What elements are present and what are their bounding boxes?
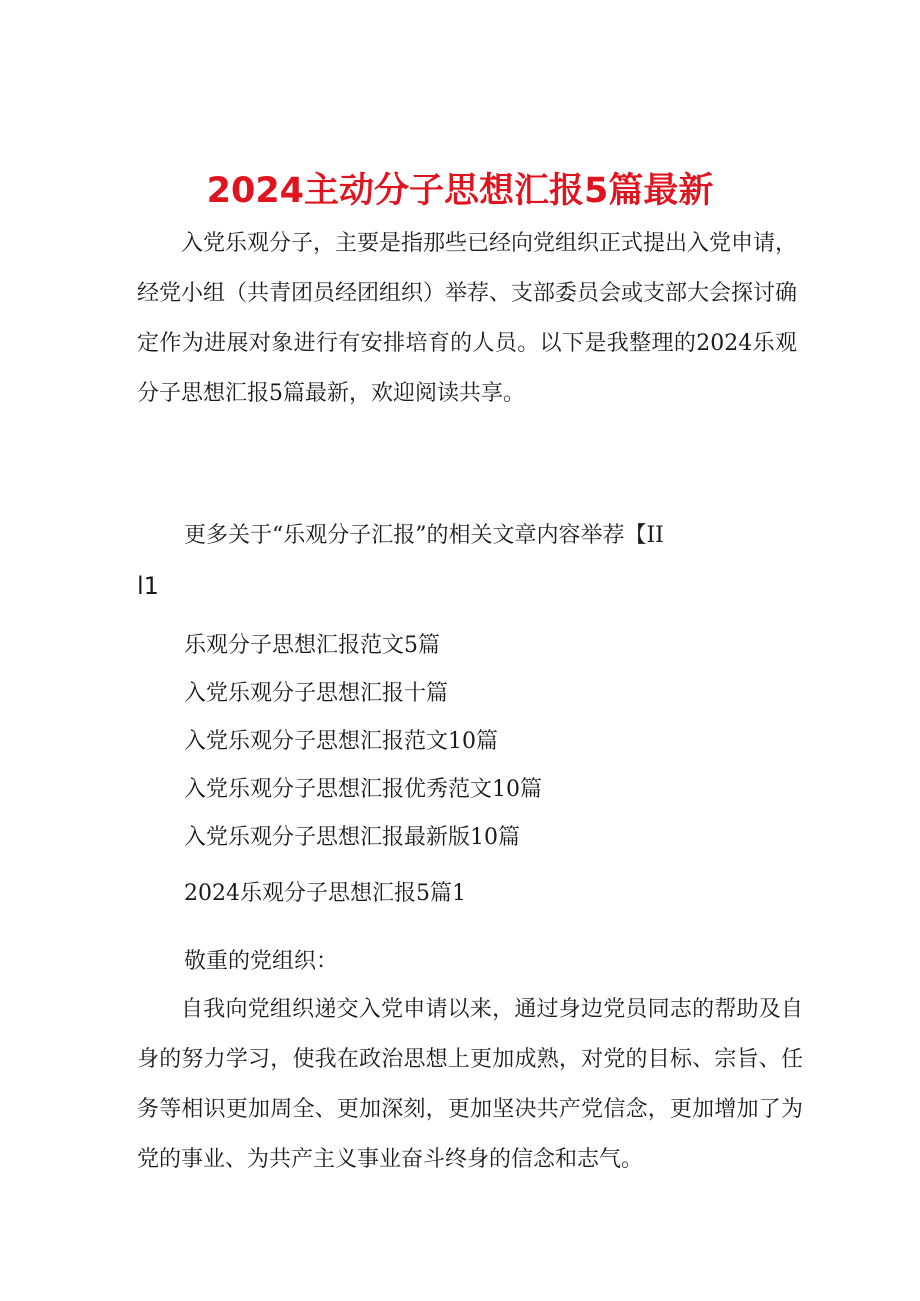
intro-paragraph: 入党乐观分子，主要是指那些已经向党组织正式提出入党申请，经党小组（共青团员经团组织）举荐、支部委员会或支部大会探讨确定作为进展对象进行有安排培育的人员。以下是我整理的2024乐观分子思想汇报5篇最新，欢迎阅读共享。 <box>137 231 798 406</box>
related-links-list <box>184 624 542 864</box>
document-title: 2024主动分子思想汇报5篇最新 <box>206 171 714 212</box>
related-link-item[interactable]: 入党乐观分子思想汇报十篇 <box>184 681 449 706</box>
related-link-item[interactable]: 入党乐观分子思想汇报最新版10篇 <box>184 825 520 850</box>
section-heading: 2024乐观分子思想汇报5篇1 <box>184 881 466 906</box>
related-link-item[interactable]: 乐观分子思想汇报范文5篇 <box>184 633 440 658</box>
recommend-line-tail: l1 <box>137 572 159 600</box>
related-link-item[interactable]: 入党乐观分子思想汇报优秀范文10篇 <box>184 777 542 802</box>
related-link-item[interactable]: 入党乐观分子思想汇报范文10篇 <box>184 729 498 754</box>
recommend-line: 更多关于“乐观分子汇报”的相关文章内容举荐【II <box>184 523 664 548</box>
body-paragraph: 自我向党组织递交入党申请以来，通过身边党员同志的帮助及自身的努力学习，使我在政治思想上更加成熟，对党的目标、宗旨、任务等相识更加周全、更加深刻，更加坚决共产党信念，更加增加了为党的事业、为共产主义事业奋斗终身的信念和志气。 <box>137 997 803 1172</box>
salutation: 敬重的党组织： <box>184 949 339 974</box>
